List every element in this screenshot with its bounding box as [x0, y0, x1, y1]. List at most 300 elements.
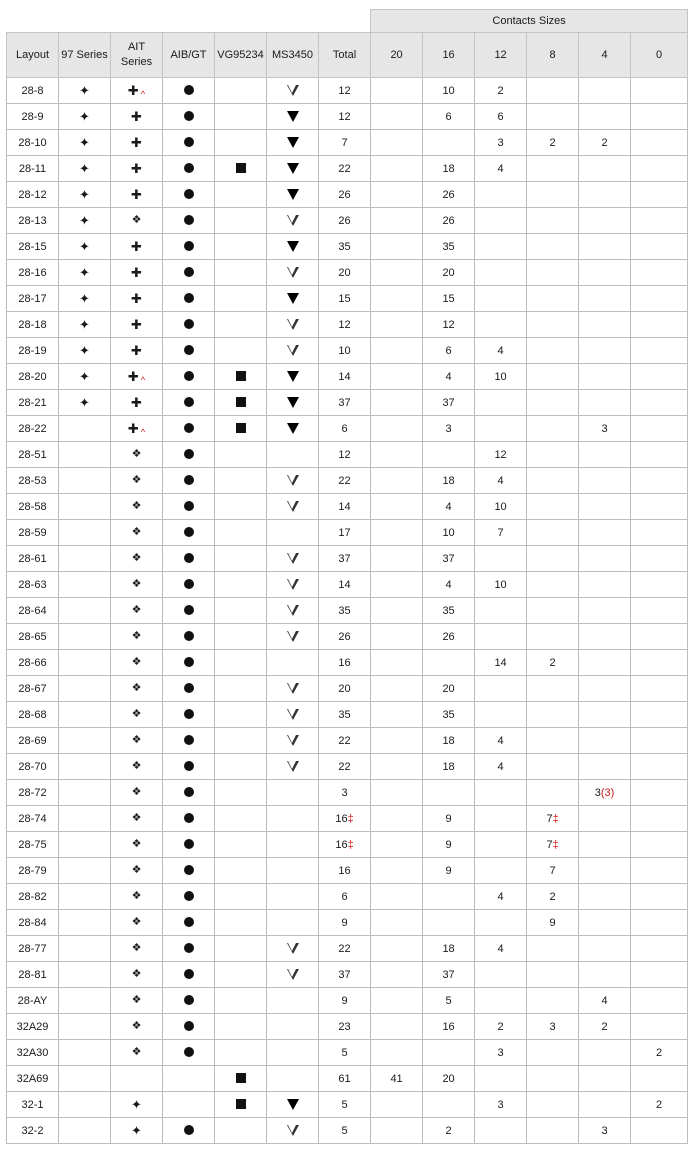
- table-row: [7, 728, 688, 754]
- cell-total: [319, 494, 371, 520]
- cell-ms3450: [267, 832, 319, 858]
- filled-circle-icon: [184, 943, 194, 953]
- cell-size-4: [579, 676, 631, 702]
- cell-ait-series: [111, 1118, 163, 1144]
- cell-ait-series: [111, 182, 163, 208]
- cell-total: [319, 936, 371, 962]
- cell-ait-series: [111, 520, 163, 546]
- cell-size-8: [527, 572, 579, 598]
- cell-size-20: [371, 286, 423, 312]
- contact-count: 3: [497, 1046, 504, 1059]
- cell-size-0: [631, 1040, 688, 1066]
- cell-size-20: [371, 1040, 423, 1066]
- contacts-sizes-header: Contacts Sizes: [371, 10, 688, 33]
- four-point-star-icon: ✦: [131, 1096, 142, 1112]
- cell-ait-series: [111, 754, 163, 780]
- cell-size-8: [527, 832, 579, 858]
- cell-aib-gt: [163, 442, 215, 468]
- cell-size-4: [579, 1092, 631, 1118]
- cell-size-0: [631, 780, 688, 806]
- cell-total: [319, 1014, 371, 1040]
- contact-count: 20: [442, 682, 455, 695]
- filled-circle-icon: [184, 163, 194, 173]
- filled-circle-icon: [184, 605, 194, 615]
- contact-count: 2: [601, 1020, 608, 1033]
- cell-ait-series: [111, 416, 163, 442]
- total-value: 17: [338, 526, 351, 539]
- cell-size-8: [527, 702, 579, 728]
- cell-size-0: [631, 858, 688, 884]
- cell-layout: [7, 442, 59, 468]
- four-point-star-icon: ✦: [79, 186, 90, 202]
- total-value: 12: [338, 448, 351, 461]
- cell-size-12: [475, 962, 527, 988]
- cell-size-20: [371, 624, 423, 650]
- cell-total: [319, 806, 371, 832]
- total-value: 26: [338, 630, 351, 643]
- four-diamond-icon: ❖: [131, 474, 142, 486]
- total-value: 16: [338, 864, 351, 877]
- cell-size-16: [423, 494, 475, 520]
- cell-size-4: [579, 1014, 631, 1040]
- cell-size-12: [475, 338, 527, 364]
- cell-total: [319, 988, 371, 1014]
- layout-label: 28-10: [18, 136, 47, 149]
- cell-layout: [7, 312, 59, 338]
- contact-count: 3: [601, 422, 608, 435]
- cell-size-0: [631, 988, 688, 1014]
- four-diamond-icon: ❖: [131, 448, 142, 460]
- cell-ms3450: [267, 858, 319, 884]
- filled-circle-icon: [184, 111, 194, 121]
- col-header-aib-gt: AIB/GT: [163, 33, 215, 78]
- cell-ait-series: [111, 260, 163, 286]
- filled-triangle-down-icon: [287, 371, 299, 382]
- cell-ait-series: [111, 858, 163, 884]
- cell-size-20: [371, 390, 423, 416]
- cell-size-0: [631, 806, 688, 832]
- cell-size-4: [579, 1040, 631, 1066]
- layout-label: 28-AY: [17, 994, 48, 1007]
- four-diamond-icon: ❖: [131, 526, 142, 538]
- total-value: 20: [338, 682, 351, 695]
- caret-mark: ^: [140, 374, 146, 385]
- four-diamond-icon: ❖: [131, 708, 142, 720]
- cell-97-series: [59, 962, 111, 988]
- cell-size-0: [631, 910, 688, 936]
- four-diamond-icon: ❖: [131, 604, 142, 616]
- filled-square-icon: [236, 397, 246, 407]
- table-row: [7, 104, 688, 130]
- filled-square-icon: [236, 1073, 246, 1083]
- four-diamond-icon: ❖: [131, 838, 142, 850]
- cell-size-12: [475, 884, 527, 910]
- cell-vg95234: [215, 988, 267, 1014]
- contact-count: 6: [445, 344, 452, 357]
- cell-size-4: [579, 832, 631, 858]
- contact-count: 35: [442, 708, 455, 721]
- cell-97-series: [59, 104, 111, 130]
- cell-total: [319, 312, 371, 338]
- cell-size-4: [579, 858, 631, 884]
- open-triangle-down-icon: [287, 501, 299, 512]
- cell-size-12: [475, 416, 527, 442]
- filled-circle-icon: [184, 137, 194, 147]
- cell-size-8: [527, 884, 579, 910]
- contact-count: 6: [497, 110, 504, 123]
- total-value: 20: [338, 266, 351, 279]
- cell-layout: [7, 780, 59, 806]
- contact-count: 35: [442, 604, 455, 617]
- double-dagger-mark: ‡: [347, 838, 354, 851]
- table-row: [7, 676, 688, 702]
- layout-label: 28-20: [18, 370, 47, 383]
- cell-total: [319, 260, 371, 286]
- open-triangle-down-icon: [287, 709, 299, 720]
- cell-size-0: [631, 78, 688, 104]
- filled-circle-icon: [184, 371, 194, 381]
- contact-count: 4: [445, 500, 452, 513]
- cell-97-series: [59, 676, 111, 702]
- cell-size-0: [631, 702, 688, 728]
- cell-ms3450: [267, 416, 319, 442]
- cell-ms3450: [267, 364, 319, 390]
- filled-triangle-down-icon: [287, 189, 299, 200]
- contact-count: 10: [442, 84, 455, 97]
- cell-size-8: [527, 650, 579, 676]
- cell-size-0: [631, 676, 688, 702]
- four-point-star-icon: ✦: [79, 134, 90, 150]
- cell-total: [319, 208, 371, 234]
- cell-size-16: [423, 598, 475, 624]
- total-value: 22: [338, 474, 351, 487]
- cell-size-20: [371, 1118, 423, 1144]
- cell-97-series: [59, 702, 111, 728]
- cell-size-8: [527, 1092, 579, 1118]
- plus-icon: ✚: [131, 134, 142, 150]
- cell-size-8: [527, 520, 579, 546]
- cell-ait-series: [111, 572, 163, 598]
- cell-size-12: [475, 650, 527, 676]
- cell-size-12: [475, 312, 527, 338]
- cell-size-16: [423, 650, 475, 676]
- filled-circle-icon: [184, 813, 194, 823]
- filled-circle-icon: [184, 501, 194, 511]
- cell-size-20: [371, 910, 423, 936]
- cell-size-12: [475, 104, 527, 130]
- four-point-star-icon: ✦: [79, 160, 90, 176]
- layout-label: 28-72: [18, 786, 47, 799]
- cell-aib-gt: [163, 234, 215, 260]
- cell-size-12: [475, 780, 527, 806]
- table-row: [7, 624, 688, 650]
- cell-size-4: [579, 962, 631, 988]
- layout-label: 28-74: [18, 812, 47, 825]
- cell-size-20: [371, 182, 423, 208]
- layout-label: 28-15: [18, 240, 47, 253]
- total-value: 35: [338, 604, 351, 617]
- cell-size-8: [527, 130, 579, 156]
- cell-vg95234: [215, 1118, 267, 1144]
- total-value: 61: [338, 1072, 351, 1085]
- contact-count: 4: [497, 760, 504, 773]
- total-value: 9: [341, 916, 348, 929]
- filled-circle-icon: [184, 683, 194, 693]
- cell-size-12: [475, 910, 527, 936]
- cell-size-20: [371, 702, 423, 728]
- cell-size-0: [631, 884, 688, 910]
- caret-mark: ^: [140, 88, 146, 99]
- cell-ait-series: [111, 598, 163, 624]
- cell-layout: [7, 78, 59, 104]
- cell-total: [319, 520, 371, 546]
- cell-97-series: [59, 988, 111, 1014]
- cell-aib-gt: [163, 182, 215, 208]
- cell-size-16: [423, 884, 475, 910]
- four-diamond-icon: ❖: [131, 1046, 142, 1058]
- cell-ms3450: [267, 468, 319, 494]
- layout-label: 28-61: [18, 552, 47, 565]
- cell-size-0: [631, 520, 688, 546]
- cell-size-12: [475, 234, 527, 260]
- cell-layout: [7, 1040, 59, 1066]
- cell-vg95234: [215, 494, 267, 520]
- total-value: 35: [338, 708, 351, 721]
- cell-97-series: [59, 130, 111, 156]
- cell-ms3450: [267, 1092, 319, 1118]
- cell-size-20: [371, 234, 423, 260]
- table-row: [7, 208, 688, 234]
- total-value: 5: [341, 1098, 348, 1111]
- total-value: 16: [335, 838, 348, 851]
- cell-size-20: [371, 936, 423, 962]
- cell-ait-series: [111, 234, 163, 260]
- layout-label: 28-11: [18, 162, 47, 175]
- layout-label: 28-63: [18, 578, 47, 591]
- cell-size-20: [371, 858, 423, 884]
- cell-ms3450: [267, 442, 319, 468]
- cell-ms3450: [267, 78, 319, 104]
- cell-size-20: [371, 312, 423, 338]
- double-dagger-mark: ‡: [347, 812, 354, 825]
- cell-97-series: [59, 858, 111, 884]
- cell-aib-gt: [163, 1118, 215, 1144]
- contact-count: 9: [445, 812, 452, 825]
- cell-vg95234: [215, 728, 267, 754]
- cell-97-series: [59, 598, 111, 624]
- cell-size-0: [631, 494, 688, 520]
- cell-total: [319, 390, 371, 416]
- cell-97-series: [59, 832, 111, 858]
- cell-size-20: [371, 468, 423, 494]
- filled-circle-icon: [184, 345, 194, 355]
- total-value: 22: [338, 942, 351, 955]
- table-row: [7, 754, 688, 780]
- cell-aib-gt: [163, 338, 215, 364]
- cell-size-12: [475, 286, 527, 312]
- double-dagger-mark: ‡: [552, 838, 559, 851]
- total-value: 22: [338, 734, 351, 747]
- cell-ait-series: [111, 1092, 163, 1118]
- cell-size-0: [631, 156, 688, 182]
- cell-97-series: [59, 546, 111, 572]
- contact-count: 4: [497, 734, 504, 747]
- cell-ms3450: [267, 286, 319, 312]
- table-row: [7, 806, 688, 832]
- cell-size-8: [527, 546, 579, 572]
- cell-size-12: [475, 468, 527, 494]
- cell-aib-gt: [163, 260, 215, 286]
- open-triangle-down-icon: [287, 605, 299, 616]
- contact-count: 26: [442, 630, 455, 643]
- cell-layout: [7, 260, 59, 286]
- cell-layout: [7, 572, 59, 598]
- cell-size-4: [579, 442, 631, 468]
- cell-layout: [7, 156, 59, 182]
- cell-size-20: [371, 104, 423, 130]
- cell-ait-series: [111, 910, 163, 936]
- contact-count: 5: [445, 994, 452, 1007]
- cell-ms3450: [267, 156, 319, 182]
- cell-ms3450: [267, 676, 319, 702]
- contact-count: 3: [497, 1098, 504, 1111]
- cell-size-20: [371, 754, 423, 780]
- four-diamond-icon: ❖: [131, 552, 142, 564]
- cell-total: [319, 546, 371, 572]
- cell-size-0: [631, 390, 688, 416]
- plus-icon: ✚: [131, 238, 142, 254]
- cell-layout: [7, 754, 59, 780]
- filled-circle-icon: [184, 969, 194, 979]
- open-triangle-down-icon: [287, 631, 299, 642]
- filled-triangle-down-icon: [287, 293, 299, 304]
- cell-size-12: [475, 442, 527, 468]
- filled-triangle-down-icon: [287, 241, 299, 252]
- cell-size-8: [527, 1066, 579, 1092]
- contact-count: 6: [445, 110, 452, 123]
- cell-size-0: [631, 130, 688, 156]
- open-triangle-down-icon: [287, 943, 299, 954]
- cell-total: [319, 156, 371, 182]
- cell-aib-gt: [163, 156, 215, 182]
- cell-ait-series: [111, 208, 163, 234]
- cell-size-16: [423, 832, 475, 858]
- cell-ait-series: [111, 1040, 163, 1066]
- cell-total: [319, 1040, 371, 1066]
- col-header-layout: Layout: [7, 33, 59, 78]
- table-row: [7, 494, 688, 520]
- cell-total: [319, 832, 371, 858]
- table-row: [7, 884, 688, 910]
- cell-size-20: [371, 78, 423, 104]
- col-header-size-8: 8: [527, 33, 579, 78]
- table-row: [7, 650, 688, 676]
- cell-size-4: [579, 728, 631, 754]
- cell-97-series: [59, 260, 111, 286]
- cell-ait-series: [111, 338, 163, 364]
- cell-97-series: [59, 234, 111, 260]
- cell-layout: [7, 546, 59, 572]
- cell-size-4: [579, 468, 631, 494]
- cell-ait-series: [111, 624, 163, 650]
- filled-circle-icon: [184, 527, 194, 537]
- cell-size-16: [423, 754, 475, 780]
- contact-count: 2: [601, 136, 608, 149]
- col-header-size-12: 12: [475, 33, 527, 78]
- filled-triangle-down-icon: [287, 163, 299, 174]
- cell-size-0: [631, 572, 688, 598]
- total-value: 6: [341, 422, 348, 435]
- layout-label: 32A69: [16, 1072, 49, 1085]
- contact-count: 4: [601, 994, 608, 1007]
- table-row: [7, 390, 688, 416]
- cell-size-16: [423, 988, 475, 1014]
- cell-97-series: [59, 208, 111, 234]
- cell-layout: [7, 416, 59, 442]
- contact-count: 16: [442, 1020, 455, 1033]
- cell-size-12: [475, 988, 527, 1014]
- cell-aib-gt: [163, 910, 215, 936]
- table-row: [7, 780, 688, 806]
- cell-ms3450: [267, 962, 319, 988]
- cell-size-16: [423, 416, 475, 442]
- layout-label: 28-66: [18, 656, 47, 669]
- cell-layout: [7, 702, 59, 728]
- open-triangle-down-icon: [287, 553, 299, 564]
- contact-count: 14: [494, 656, 507, 669]
- cell-aib-gt: [163, 598, 215, 624]
- cell-size-8: [527, 312, 579, 338]
- cell-aib-gt: [163, 390, 215, 416]
- cell-vg95234: [215, 208, 267, 234]
- table-row: [7, 1066, 688, 1092]
- contact-count: 37: [442, 396, 455, 409]
- cell-ait-series: [111, 104, 163, 130]
- cell-size-12: [475, 754, 527, 780]
- cell-total: [319, 442, 371, 468]
- cell-size-12: [475, 806, 527, 832]
- cell-size-20: [371, 364, 423, 390]
- open-triangle-down-icon: [287, 1125, 299, 1136]
- contact-count: 41: [390, 1072, 403, 1085]
- cell-ait-series: [111, 130, 163, 156]
- cell-size-0: [631, 364, 688, 390]
- cell-aib-gt: [163, 754, 215, 780]
- cell-layout: [7, 650, 59, 676]
- table-row: [7, 832, 688, 858]
- filled-circle-icon: [184, 189, 194, 199]
- total-value: 16: [338, 656, 351, 669]
- table-row: [7, 364, 688, 390]
- cell-ms3450: [267, 234, 319, 260]
- cell-size-4: [579, 936, 631, 962]
- table-row: [7, 572, 688, 598]
- layout-label: 28-8: [21, 84, 44, 97]
- cell-aib-gt: [163, 832, 215, 858]
- cell-vg95234: [215, 572, 267, 598]
- table-row: [7, 910, 688, 936]
- cell-total: [319, 910, 371, 936]
- cell-size-20: [371, 546, 423, 572]
- cell-ait-series: [111, 494, 163, 520]
- layout-label: 28-53: [18, 474, 47, 487]
- cell-total: [319, 572, 371, 598]
- layout-label: 32A30: [16, 1046, 49, 1059]
- cell-vg95234: [215, 936, 267, 962]
- double-dagger-mark: ‡: [552, 812, 559, 825]
- filled-circle-icon: [184, 1047, 194, 1057]
- cell-size-0: [631, 650, 688, 676]
